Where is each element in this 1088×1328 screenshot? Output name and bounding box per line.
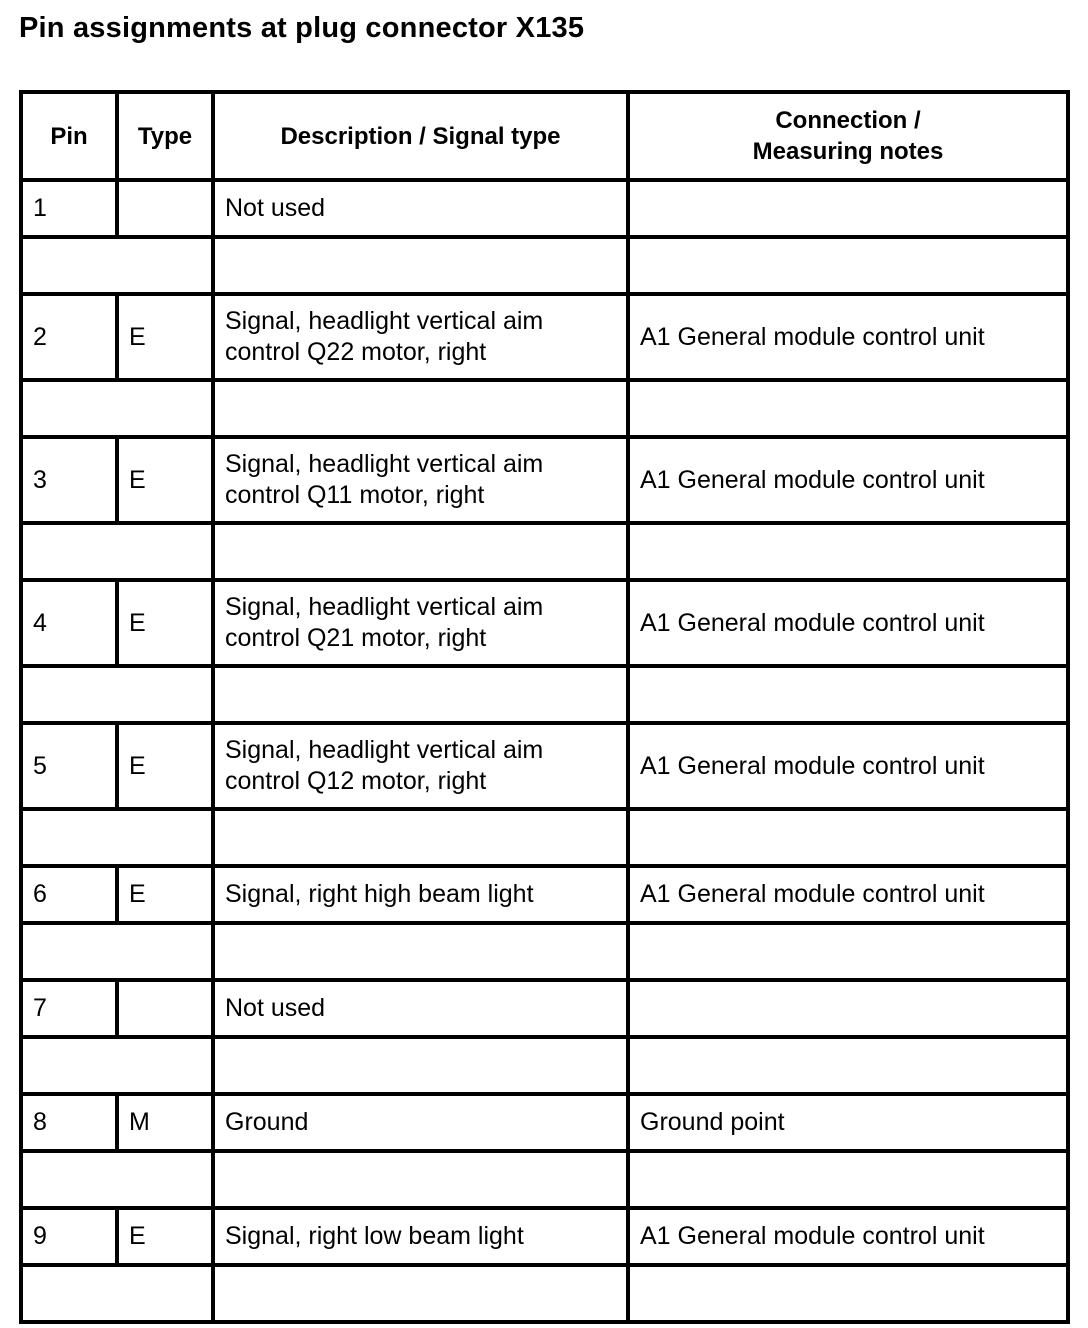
- spacer-cell: [213, 1265, 628, 1322]
- header-connection-line1: Connection /: [775, 107, 921, 134]
- description-line1: Signal, right high beam light: [225, 880, 534, 908]
- spacer-cell: [628, 237, 1068, 294]
- spacer-row: [21, 523, 1068, 580]
- type-cell: E: [117, 723, 213, 809]
- spacer-cell: [628, 923, 1068, 980]
- description-line2: control Q12 motor, right: [225, 767, 487, 795]
- pin-cell: 7: [21, 980, 117, 1037]
- table-row: [21, 294, 1068, 380]
- spacer-cell: [628, 809, 1068, 866]
- description-cell: [213, 1094, 628, 1151]
- spacer-cell: [628, 1037, 1068, 1094]
- pin-assignment-table: [19, 90, 1070, 1324]
- spacer-cell: [628, 1265, 1068, 1322]
- spacer-cell: [213, 380, 628, 437]
- spacer-cell: [21, 666, 213, 723]
- pin-cell: 4: [21, 580, 117, 666]
- pin-cell: 6: [21, 866, 117, 923]
- description-line1: Signal, headlight vertical aim: [225, 307, 544, 335]
- type-cell: E: [117, 294, 213, 380]
- spacer-cell: [21, 523, 213, 580]
- spacer-cell: [21, 923, 213, 980]
- description-line1: Signal, right low beam light: [225, 1222, 524, 1250]
- description-cell: [213, 180, 628, 237]
- connection-cell: A1 General module control unit: [628, 294, 1068, 380]
- pin-cell: 8: [21, 1094, 117, 1151]
- connection-cell: A1 General module control unit: [628, 437, 1068, 523]
- connection-cell: [628, 980, 1068, 1037]
- description-line1: Signal, headlight vertical aim: [225, 593, 544, 621]
- table-row: [21, 1208, 1068, 1265]
- spacer-cell: [628, 523, 1068, 580]
- spacer-cell: [21, 1037, 213, 1094]
- description-line1: Signal, headlight vertical aim: [225, 736, 544, 764]
- pin-cell: 1: [21, 180, 117, 237]
- spacer-cell: [213, 237, 628, 294]
- header-connection: [628, 92, 1068, 180]
- spacer-cell: [213, 809, 628, 866]
- spacer-cell: [213, 523, 628, 580]
- table-row: [21, 866, 1068, 923]
- description-cell: [213, 980, 628, 1037]
- spacer-row: [21, 380, 1068, 437]
- description-line1: Not used: [225, 194, 326, 222]
- spacer-cell: [213, 1151, 628, 1208]
- connection-cell: A1 General module control unit: [628, 580, 1068, 666]
- spacer-row: [21, 809, 1068, 866]
- description-line1: Ground: [225, 1108, 309, 1136]
- page-title: Pin assignments at plug connector X135: [19, 12, 585, 44]
- connection-cell: A1 General module control unit: [628, 1208, 1068, 1265]
- spacer-row: [21, 237, 1068, 294]
- pin-cell: 5: [21, 723, 117, 809]
- type-cell: E: [117, 580, 213, 666]
- type-cell: E: [117, 1208, 213, 1265]
- type-cell: [117, 180, 213, 237]
- header-description: Description / Signal type: [213, 92, 628, 180]
- spacer-cell: [628, 1151, 1068, 1208]
- table-row: [21, 180, 1068, 237]
- description-line2: control Q22 motor, right: [225, 338, 487, 366]
- description-cell: [213, 723, 628, 809]
- spacer-row: [21, 1151, 1068, 1208]
- description-line2: control Q21 motor, right: [225, 624, 487, 652]
- spacer-cell: [21, 237, 213, 294]
- connection-cell: A1 General module control unit: [628, 866, 1068, 923]
- table-row: [21, 980, 1068, 1037]
- pin-cell: 2: [21, 294, 117, 380]
- type-cell: [117, 980, 213, 1037]
- spacer-cell: [21, 1265, 213, 1322]
- spacer-cell: [21, 809, 213, 866]
- description-cell: [213, 866, 628, 923]
- spacer-cell: [21, 380, 213, 437]
- type-cell: M: [117, 1094, 213, 1151]
- connection-cell: [628, 180, 1068, 237]
- table-row: [21, 1094, 1068, 1151]
- spacer-row: [21, 666, 1068, 723]
- table-header-row: [21, 92, 1068, 180]
- description-cell: [213, 294, 628, 380]
- table-row: [21, 580, 1068, 666]
- pin-cell: 3: [21, 437, 117, 523]
- header-pin: Pin: [21, 92, 117, 180]
- type-cell: E: [117, 437, 213, 523]
- spacer-cell: [213, 923, 628, 980]
- header-type: Type: [117, 92, 213, 180]
- description-cell: [213, 580, 628, 666]
- table-row: [21, 723, 1068, 809]
- table-row: [21, 437, 1068, 523]
- pin-cell: 9: [21, 1208, 117, 1265]
- spacer-cell: [628, 380, 1068, 437]
- type-cell: E: [117, 866, 213, 923]
- description-line1: Not used: [225, 994, 326, 1022]
- spacer-cell: [213, 666, 628, 723]
- spacer-row: [21, 1037, 1068, 1094]
- spacer-cell: [628, 666, 1068, 723]
- spacer-cell: [21, 1151, 213, 1208]
- header-connection-line2: Measuring notes: [752, 138, 944, 165]
- description-line1: Signal, headlight vertical aim: [225, 450, 544, 478]
- description-cell: [213, 1208, 628, 1265]
- spacer-row: [21, 923, 1068, 980]
- spacer-cell: [213, 1037, 628, 1094]
- spacer-row: [21, 1265, 1068, 1322]
- connection-cell: Ground point: [628, 1094, 1068, 1151]
- description-cell: [213, 437, 628, 523]
- description-line2: control Q11 motor, right: [225, 481, 485, 509]
- connection-cell: A1 General module control unit: [628, 723, 1068, 809]
